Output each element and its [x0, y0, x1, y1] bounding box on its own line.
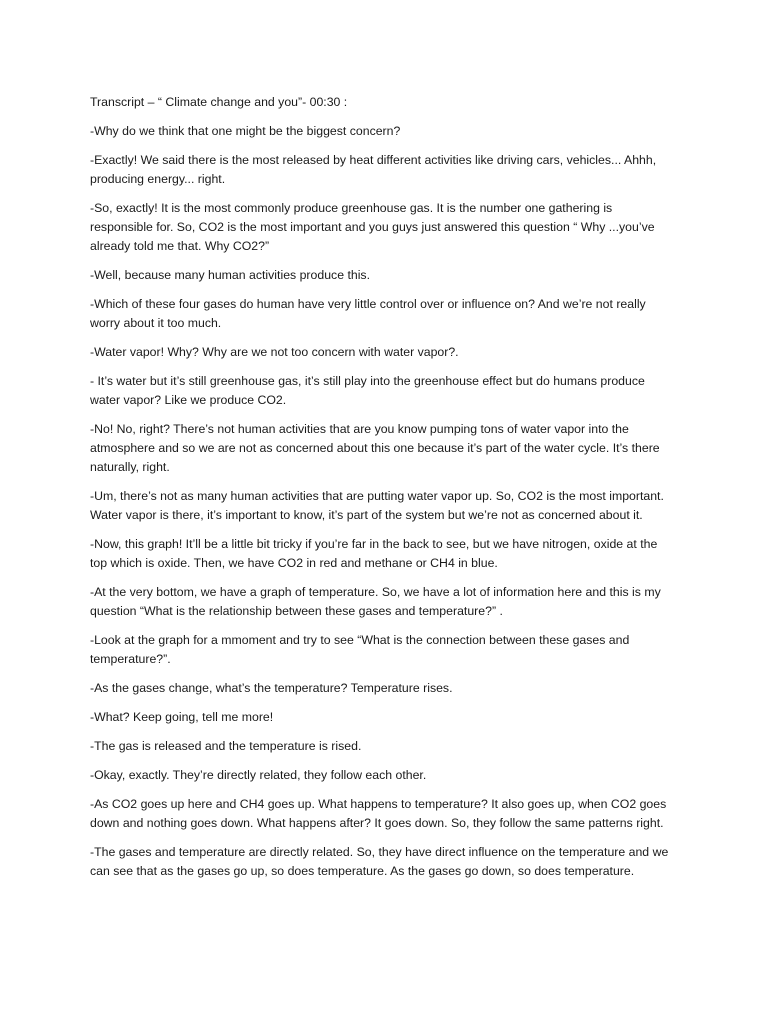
document-title: Transcript – “ Climate change and you”- 00:30 :: [90, 95, 348, 109]
transcript-paragraph: -Exactly! We said there is the most released by heat different activities like driving cars, vehicles... Ahhh, producing energy... right.: [90, 153, 657, 186]
transcript-paragraph: -Water vapor! Why? Why are we not too concern with water vapor?.: [90, 345, 459, 359]
document-page: [90, 93, 676, 891]
transcript-paragraph: -As CO2 goes up here and CH4 goes up. What happens to temperature? It also goes up, when CO2 goes down and nothing goes down. What happens after? It goes down. So, they follow the same patterns right.: [90, 797, 667, 830]
transcript-paragraph: -Okay, exactly. They’re directly related, they follow each other.: [90, 768, 427, 782]
transcript-paragraph: -No! No, right? There’s not human activities that are you know pumping tons of water vapor into the atmosphere and so we are not as concerned about this one because it’s part of the water cycle. It’s there naturally, right.: [90, 422, 660, 474]
transcript-paragraph: -Why do we think that one might be the biggest concern?: [90, 124, 401, 138]
transcript-paragraph: -At the very bottom, we have a graph of temperature. So, we have a lot of information here and this is my question “What is the relationship between these gases and temperature?” .: [90, 585, 661, 618]
transcript-paragraph: -Look at the graph for a mmoment and try to see “What is the connection between these gases and temperature?”.: [90, 633, 630, 666]
transcript-paragraph: -As the gases change, what’s the temperature? Temperature rises.: [90, 681, 453, 695]
transcript-paragraph: -Now, this graph! It’ll be a little bit tricky if you’re far in the back to see, but we have nitrogen, oxide at the top which is oxide. Then, we have CO2 in red and methane or CH4 in blue.: [90, 537, 658, 570]
transcript-paragraph: -What? Keep going, tell me more!: [90, 710, 274, 724]
transcript-paragraph: -Well, because many human activities produce this.: [90, 268, 371, 282]
transcript-paragraph: -So, exactly! It is the most commonly produce greenhouse gas. It is the number one gathering is responsible for. So, CO2 is the most important and you guys just answered this question “ Why ...you’ve already told me that. Why CO2?”: [90, 201, 655, 253]
transcript-paragraph: -Which of these four gases do human have very little control over or influence on? And we’re not really worry about it too much.: [90, 297, 646, 330]
transcript-paragraph: -Um, there’s not as many human activities that are putting water vapor up. So, CO2 is the most important. Water vapor is there, it’s important to know, it’s part of the system but we’re not as concerned about it.: [90, 489, 664, 522]
transcript-paragraph: - It’s water but it’s still greenhouse gas, it’s still play into the greenhouse effect but do humans produce water vapor? Like we produce CO2.: [90, 374, 645, 407]
transcript-paragraph: -The gas is released and the temperature is rised.: [90, 739, 362, 753]
transcript-paragraph: -The gases and temperature are directly related. So, they have direct influence on the temperature and we can see that as the gases go up, so does temperature. As the gases go down, so does temperature.: [90, 845, 669, 878]
